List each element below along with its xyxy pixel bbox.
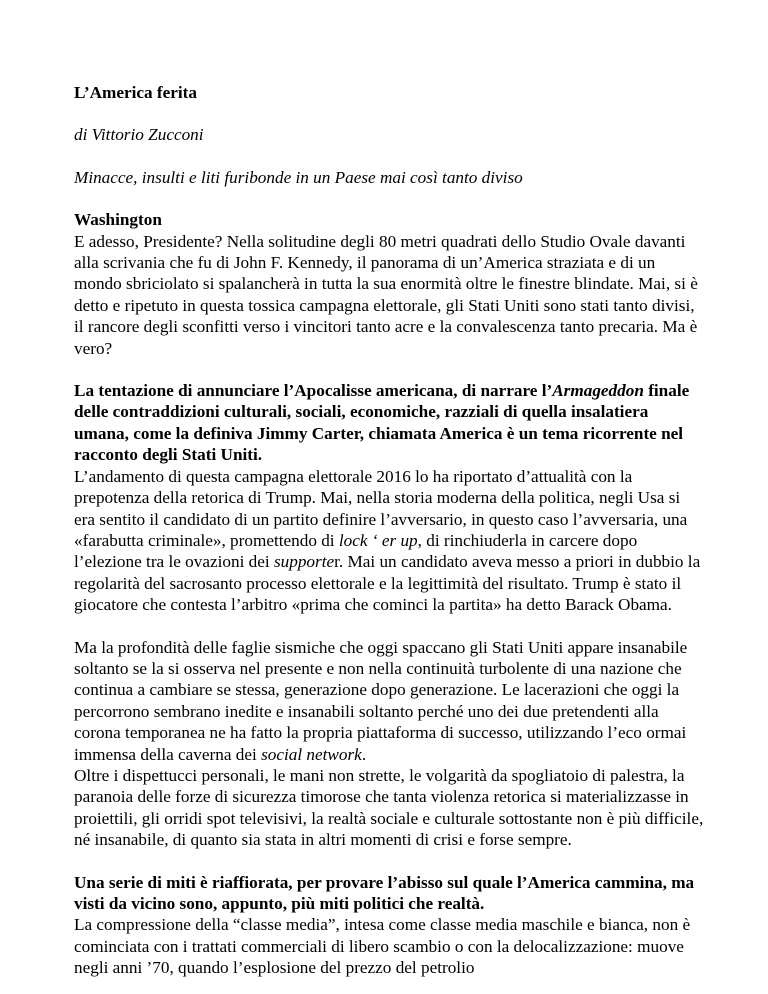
article — [74, 82, 704, 979]
paragraph-5: La compressione della “classe media”, intesa come classe media maschile e bianca, non è cominciata con i trattati commerciali di libero scambio o con la delocalizzazione: muove negli anni ’70, quando l’esplosione del prezzo del petrolio — [74, 915, 691, 978]
paragraph-3 — [74, 637, 704, 765]
article-dateline: Washington — [74, 210, 162, 230]
article-author: di Vittorio Zucconi — [74, 125, 204, 145]
spacer — [74, 851, 704, 872]
paragraph-2 — [74, 466, 704, 616]
p2-italic-2: supporte — [273, 552, 335, 572]
lead-1-text-a: La tentazione di annunciare l’Apocalisse americana, di narrare l’ — [74, 381, 553, 401]
paragraph-4: Oltre i dispettucci personali, le mani non strette, le volgarità da spogliatoio di palestra, la paranoia delle forze di sicurezza timorose che tanta violenza retorica si materializzasse in proiettili, gli orridi spot televisivi, la realtà sociale e culturale sottostante non è più difficile, né insanabile, di quanto sia stata in altri momenti di crisi e forse sempre. — [74, 765, 704, 850]
p2-text-a: L’andamento di questa campagna elettorale 2016 lo ha riportato d’attualità con la prepotenza della retorica di Trump. Mai, nella storia moderna della politica, negli Usa si era sentito il candidato di un partito definire l’avversario, in questo caso l’avversaria, una «farabutta criminale», promettendo di — [74, 466, 688, 550]
lead-1-italic: Armageddon — [552, 381, 644, 401]
p3-italic: social network — [261, 744, 362, 764]
lead-paragraph-1 — [74, 380, 704, 466]
spacer — [74, 188, 704, 209]
lead-paragraph-2: Una serie di miti è riaffiorata, per provare l’abisso sul quale l’America cammina, ma visti da vicino sono, appunto, più miti politici che realtà. — [74, 872, 695, 913]
p2-text-b: , di rinchiuderla in carcere dopo l’elezione tra le ovazioni dei — [74, 530, 638, 572]
paragraph-1: E adesso, Presidente? Nella solitudine degli 80 metri quadrati dello Studio Ovale davanti alla scrivania che fu di John F. Kennedy, il panorama di un’America straziata e di un mondo sbriciolato si spalancherà in tutta la sua enormità oltre le finestre blindate. Mai, si è detto e ripetuto in questa tossica campagna elettorale, gli Stati Uniti sono stati tanto divisi, il rancore degli sconfitti verso i vincitori tanto acre e la convalescenza tanto precaria. Ma è vero? — [74, 231, 698, 358]
spacer — [74, 616, 704, 637]
lead-1-text-b: finale delle contraddizioni culturali, sociali, economiche, razziali di quella insalatiera umana, come la definiva Jimmy Carter, chiamata America è un tema ricorrente nel racconto degli Stati Uniti. — [74, 381, 690, 465]
article-subtitle: Minacce, insulti e liti furibonde in un Paese mai così tanto diviso — [74, 167, 523, 187]
spacer — [74, 103, 704, 124]
p2-italic-1: lock ‘ er up — [338, 530, 418, 550]
p3-text-b: . — [361, 744, 367, 764]
article-title: L’America ferita — [74, 83, 197, 102]
spacer — [74, 146, 704, 167]
p3-text-a: Ma la profondità delle faglie sismiche che oggi spaccano gli Stati Uniti appare insanabile soltanto se la si osserva nel presente e non nella continuità turbolente di una nazione che continua a cambiare se stessa, generazione dopo generazione. Le lacerazioni che oggi la percorrono sembrano inedite e insanabili soltanto perché uno dei due pretendenti alla corona temporanea ne ha fatto la propria piattaforma di successo, utilizzando l’eco ormai immensa della caverna dei — [74, 637, 688, 764]
p2-text-c: r. Mai un candidato aveva messo a priori in dubbio la regolarità del sacrosanto processo elettorale e la legittimità del risultato. Trump è stato il giocatore che contesta l’arbitro «prima che cominci la partita» ha detto Barack Obama. — [74, 552, 701, 615]
spacer — [74, 359, 704, 380]
